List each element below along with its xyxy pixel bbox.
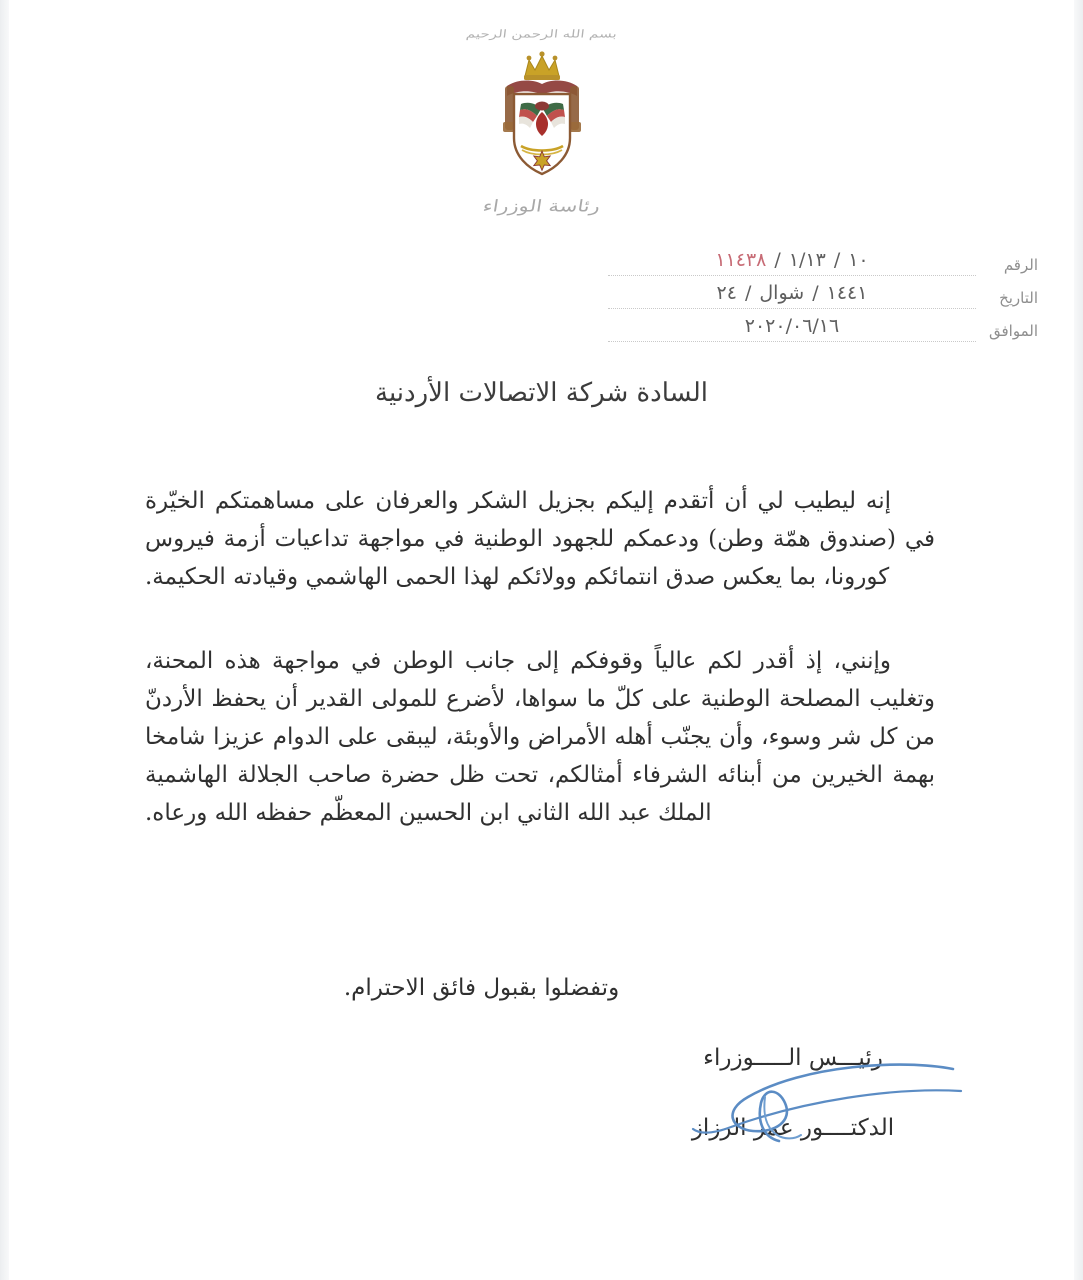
reference-line-corresponding [608,316,976,342]
signature-block [643,1045,943,1141]
reference-block [608,243,1038,342]
reference-label-number: الرقم [1003,256,1038,274]
letter-body [145,482,935,878]
signatory-title: رئيـــس الـــــوزراء [703,1045,883,1071]
ministry-name-calligraphy: رئاسة الوزراء [481,196,602,216]
coat-of-arms-emblem [0,46,1083,186]
letterhead [0,24,1083,218]
reference-value-corresponding: ٢٠٢٠/٠٦/١٦ [744,315,840,337]
body-paragraph-2: وإنني، إذ أقدر لكم عالياً وقوفكم إلى جانب الوطن في مواجهة هذه المحنة، وتغليب المصلحة الوطنية على كلّ ما سواها، لأضرع للمولى القدير أن يحفظ الأردنّ من كل شر وسوء، وأن يجنّب أهله الأمراض والأوبئة، ليبقى على الدوام عزيزا شامخا بهمة الخيرين من أبنائه الشرفاء أمثالكم، تحت ظل حضرة صاحب الجلالة الهاشمية الملك عبد الله الثاني ابن الحسين المعظّم حفظه الله ورعاه. [145,648,935,826]
basmala-calligraphy: بسم الله الرحمن الرحيم [465,27,618,41]
reference-line-number [608,250,976,276]
reference-row-gregorian-date [608,309,1038,342]
reference-line-date [608,283,976,309]
signatory-name: الدكتــــور عمر الرزاز [691,1115,895,1141]
reference-label-date: التاريخ [999,289,1038,307]
reference-row-number [608,243,1038,276]
closing-line: وتفضلوا بقبول فائق الاحترام. [343,975,620,1001]
reference-row-hijri-date [608,276,1038,309]
reference-value-date: ١٤٤١/شوال/٢٤ [716,282,868,304]
addressee-line: السادة شركة الاتصالات الأردنية [375,378,708,408]
reference-label-corresponding: الموافق [988,322,1038,340]
reference-value-number: ١١٤٣٨ / ١/١٣ / ١٠ [715,249,869,271]
body-paragraph-1: إنه ليطيب لي أن أتقدم إليكم بجزيل الشكر والعرفان على مساهمتكم الخيّرة في (صندوق همّة وطن) ودعمكم للجهود الوطنية في مواجهة تداعيات أزمة فيروس كورونا، بما يعكس صدق انتمائكم وولائكم لهذا الحمى الهاشمي وقيادته الحكيمة. [145,488,935,590]
jordan-coat-of-arms-icon [481,46,603,186]
